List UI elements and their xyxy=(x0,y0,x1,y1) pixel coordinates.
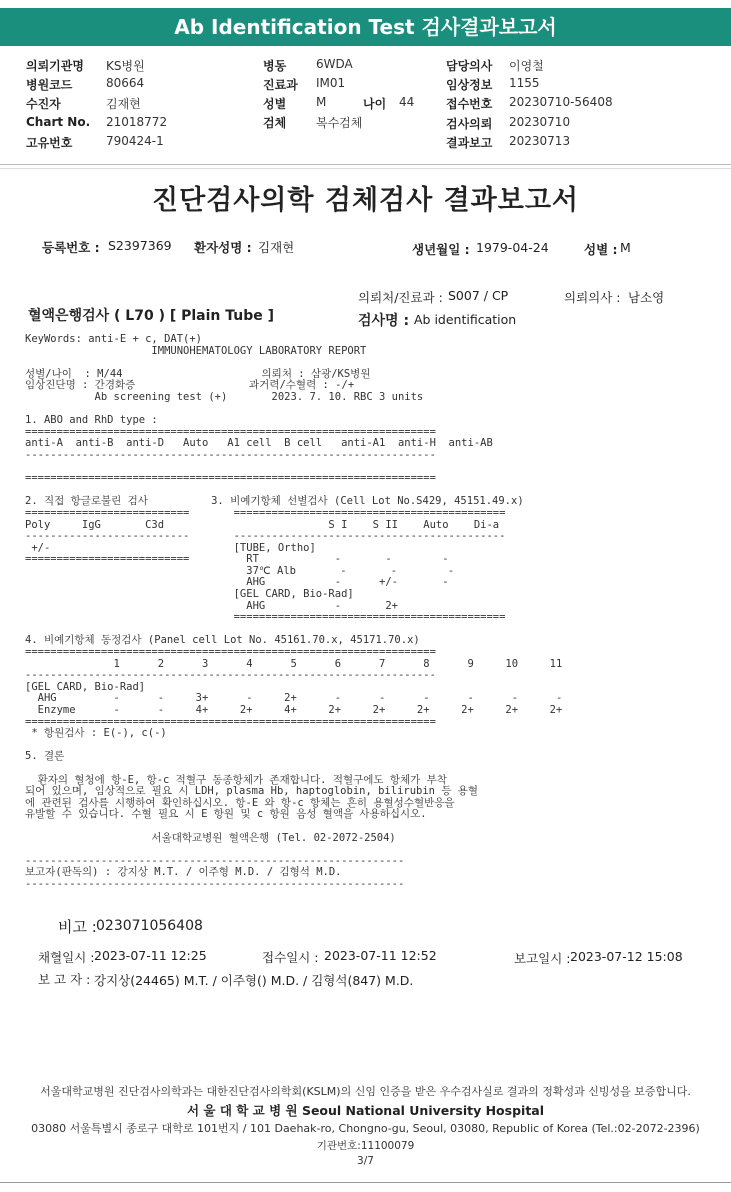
header-label: 결과보고 xyxy=(446,136,493,150)
report-line: ------------------------------------------------------------ xyxy=(25,854,405,867)
header-value: 1155 xyxy=(509,76,540,90)
report-line: anti-A anti-B anti-D Auto A1 cell B cell anti-A1 anti-H anti-AB xyxy=(25,437,493,450)
report-line: ================================================================= xyxy=(25,646,436,659)
certification-text: 서울대학교병원 진단검사의학과는 대한진단검사의학회(KSLM)의 신임 인증을 받은 우수검사실로 결과의 정확성과 신빙성을 보증합니다. xyxy=(40,1085,691,1098)
doctor-value: 남소영 xyxy=(628,290,665,305)
report-line: 2. 직접 항글로불린 검사 3. 비예기항체 선별검사 (Cell Lot No.S429, 45151.49.x) xyxy=(25,495,524,508)
collect-value: 2023-07-11 12:25 xyxy=(94,948,207,963)
age-value: 44 xyxy=(399,95,415,109)
receive-value: 2023-07-11 12:52 xyxy=(324,948,437,963)
report-banner: Ab Identification Test 검사결과보고서 xyxy=(0,8,731,46)
header-value: M xyxy=(316,95,327,109)
note-value: 023071056408 xyxy=(96,918,203,934)
report-line: Ab screening test (+) 2023. 7. 10. RBC 3 units xyxy=(25,390,424,403)
report-line: * 항원검사 : E(-), c(-) xyxy=(25,727,167,740)
name-label: 환자성명 : xyxy=(194,240,252,255)
doctor-label: 의뢰의사 : xyxy=(564,290,621,305)
reporter-value: 강지상(24465) M.T. / 이주형() M.D. / 김형석(847) M.D. xyxy=(94,973,414,988)
header-label: 고유번호 xyxy=(26,136,73,150)
report-line xyxy=(25,821,562,833)
receive-label: 접수일시 : xyxy=(262,950,319,965)
header-value: 20230710-56408 xyxy=(509,95,613,109)
report-line: AHG - - 3+ - 2+ - - - - - - xyxy=(25,692,563,705)
header-divider-2 xyxy=(0,168,731,169)
header-label: 수진자 xyxy=(26,97,61,111)
report-line: ================================================================= xyxy=(25,715,436,728)
report-line: 유발할 수 있습니다. 수혈 필요 시 E 항원 및 c 항원 음성 혈액을 사용하십시오. xyxy=(25,808,427,821)
header-label: 접수번호 xyxy=(446,97,493,111)
report-line: 4. 비예기항체 동정검사 (Panel cell Lot No. 45161.70.x, 45171.70.x) xyxy=(25,634,420,647)
test-name-label: 검사명 : xyxy=(358,313,410,329)
report-line: AHG - +/- - xyxy=(25,576,449,589)
report-line: ========================== RT - - - xyxy=(25,553,449,566)
report-line: ----------------------------------------------------------------- xyxy=(25,448,436,461)
header-label: Chart No. xyxy=(26,115,91,129)
report-line: +/- [TUBE, Ortho] xyxy=(25,541,316,554)
report-line xyxy=(25,740,562,752)
test-name-value: Ab identification xyxy=(414,312,517,327)
report-line: ------------------------------------------------------------ xyxy=(25,877,405,890)
report-line xyxy=(25,763,562,775)
sex-label: 성별 : xyxy=(584,242,618,257)
header-divider xyxy=(0,164,731,165)
header-label: 성별 xyxy=(263,97,287,111)
report-line: 1 2 3 4 5 6 7 8 9 10 11 xyxy=(25,657,563,670)
header-value: KS병원 xyxy=(106,59,145,73)
header-value: IM01 xyxy=(316,76,346,90)
test-group: 혈액은행검사 ( L70 ) [ Plain Tube ] xyxy=(28,308,275,324)
header-value: 6WDA xyxy=(316,57,353,71)
header-label: 담당의사 xyxy=(446,59,493,73)
report-line: 서울대학교병원 혈액은행 (Tel. 02-2072-2504) xyxy=(25,831,396,844)
report-line: Poly IgG C3d S I S II Auto Di-a xyxy=(25,518,500,531)
header-label: 진료과 xyxy=(263,78,298,92)
header-value: 20230713 xyxy=(509,134,571,148)
report-line: AHG - 2+ xyxy=(25,599,398,612)
hospital-address: 03080 서울특별시 종로구 대학로 101번지 / 101 Daehak-ro, Chongno-gu, Seoul, 03080, Republic of Korea (Tel.:02-2072-2396) xyxy=(31,1122,700,1135)
header-value: 이영철 xyxy=(509,59,544,73)
report-line: -------------------------- ------------------------------------------- xyxy=(25,530,506,543)
dob-label: 생년월일 : xyxy=(412,242,470,257)
report-time-value: 2023-07-12 15:08 xyxy=(570,949,683,964)
report-line: 37℃ Alb - - - xyxy=(25,564,455,577)
report-line: 되어 있으며, 임상적으로 필요 시 LDH, plasma Hb, haptoglobin, bilirubin 등 용혈 xyxy=(25,785,479,798)
report-line: ========================== =========================================== xyxy=(25,506,506,519)
dept-value: S007 / CP xyxy=(448,288,509,303)
report-line: 1. ABO and RhD type : xyxy=(25,414,158,427)
report-line: KeyWords: anti-E + c, DAT(+) xyxy=(25,333,203,345)
report-line: 임상진단명 : 간경화증 과거력/수혈력 : -/+ xyxy=(25,379,355,392)
reg-label: 등록번호 : xyxy=(42,240,100,255)
report-title: 진단검사의학 검체검사 결과보고서 xyxy=(151,185,580,216)
header-value: 790424-1 xyxy=(106,134,164,148)
lab-report-body xyxy=(25,334,562,891)
reporter-label: 보 고 자 : xyxy=(38,972,91,987)
note-label: 비고 : xyxy=(58,918,97,936)
bottom-border xyxy=(0,1182,731,1183)
dept-label: 의뢰처/진료과 : xyxy=(358,290,443,305)
report-line: IMMUNOHEMATOLOGY LABORATORY REPORT xyxy=(25,344,367,357)
header-value: 김재현 xyxy=(106,97,141,111)
report-line: [GEL CARD, Bio-Rad] xyxy=(25,588,354,601)
header-label: 의뢰기관명 xyxy=(26,59,84,73)
report-line: ----------------------------------------------------------------- xyxy=(25,669,436,682)
header-value: 20230710 xyxy=(509,115,571,129)
report-line xyxy=(25,844,562,856)
header-label: 병원코드 xyxy=(26,78,73,92)
hospital-name: 서 울 대 학 교 병 원 Seoul National University Hospital xyxy=(186,1103,545,1118)
header-label: 병동 xyxy=(263,59,287,73)
header-label: 검사의뢰 xyxy=(446,117,493,131)
report-line: 에 관련된 검사를 시행하여 확인하십시오. 항-E 와 항-c 항체는 흔히 용혈성수혈반응을 xyxy=(25,796,455,809)
header-label: 검체 xyxy=(263,116,287,130)
report-line: 환자의 혈청에 항-E, 항-c 적혈구 동종항체가 존재합니다. 적혈구에도 항체가 부착 xyxy=(25,773,447,786)
report-line: ================================================================= xyxy=(25,472,436,485)
report-line: ================================================================= xyxy=(25,425,436,438)
report-line: Enzyme - - 4+ 2+ 4+ 2+ 2+ 2+ 2+ 2+ 2+ xyxy=(25,704,563,716)
reg-value: S2397369 xyxy=(108,238,172,253)
header-value: 21018772 xyxy=(106,115,168,129)
header-value: 80664 xyxy=(106,76,145,90)
report-line: 5. 결론 xyxy=(25,750,65,763)
report-line: 성별/나이 : M/44 의뢰처 : 삼광/KS병원 xyxy=(25,367,371,380)
name-value: 김재현 xyxy=(258,240,295,255)
org-number: 기관번호:11100079 xyxy=(316,1140,415,1152)
header-label: 임상정보 xyxy=(446,78,493,92)
age-label: 나이 xyxy=(363,97,387,111)
header-value: 복수검체 xyxy=(316,116,363,130)
report-line: =========================================== xyxy=(25,611,506,624)
report-time-label: 보고일시 : xyxy=(514,951,571,966)
dob-value: 1979-04-24 xyxy=(476,240,549,255)
collect-label: 채혈일시 : xyxy=(38,950,95,965)
sex-value: M xyxy=(620,240,631,255)
report-line: 보고자(판독의) : 강지상 M.T. / 이주형 M.D. / 김형석 M.D. xyxy=(25,866,342,879)
report-line: [GEL CARD, Bio-Rad] xyxy=(25,680,146,693)
page-number: 3/7 xyxy=(357,1155,374,1167)
